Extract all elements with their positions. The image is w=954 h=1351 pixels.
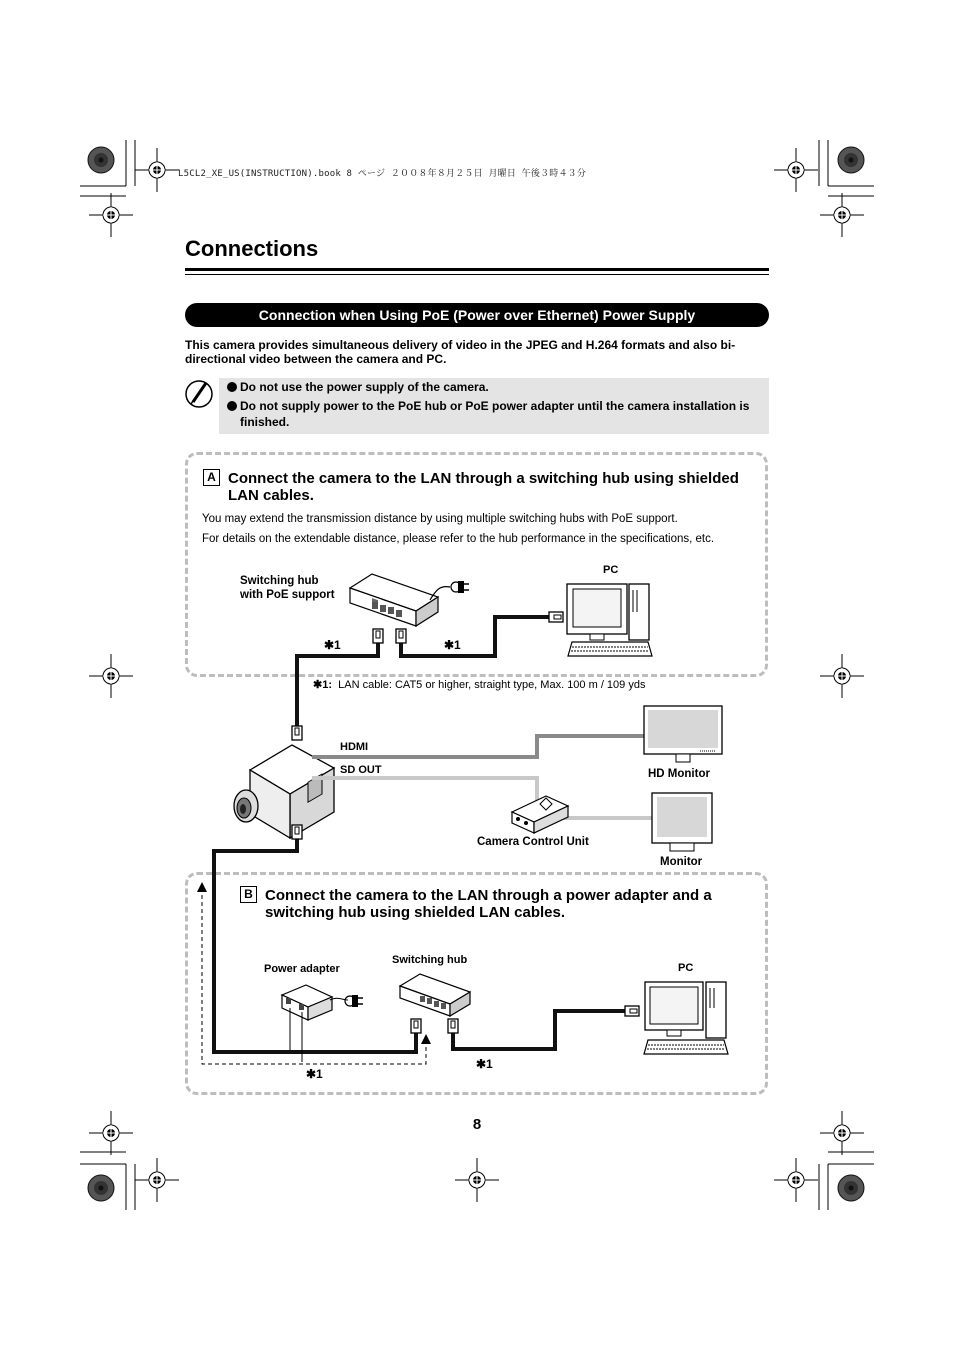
note-item [227, 379, 759, 395]
crosshair-mark-icon [135, 1158, 179, 1202]
note-text: Do not supply power to the PoE hub or PoE power adapter until the camera installation is finished. [240, 399, 750, 429]
title-rule-thin [185, 274, 769, 275]
pc-label: PC [603, 564, 619, 576]
hdmi-label: HDMI [340, 741, 369, 753]
page-title: Connections [185, 236, 319, 261]
cable-note-mark: ✱1 [306, 1067, 323, 1081]
pc-label: PC [678, 962, 694, 974]
crosshair-mark-icon [89, 1111, 133, 1155]
title-rule [185, 268, 769, 271]
step-b-badge: B [240, 886, 257, 903]
switching-hub-poe-label: Switching hub with PoE support [240, 575, 335, 601]
crosshair-mark-icon [135, 148, 179, 192]
monitor-label: Monitor [660, 856, 703, 868]
note-text: Do not use the power supply of the camera. [240, 380, 489, 394]
footnote-mark: ✱1: [313, 679, 332, 691]
crosshair-mark-icon [89, 193, 133, 237]
sunburst-mark-icon [838, 1175, 864, 1201]
footnote [313, 678, 645, 691]
section-banner: Connection when Using PoE (Power over Ethernet) Power Supply [185, 303, 769, 327]
crosshair-mark-icon [89, 654, 133, 698]
intro-text: This camera provides simultaneous delivery of video in the JPEG and H.264 formats and also bi-directional video between the camera and PC. [185, 338, 736, 366]
crosshair-mark-icon [774, 148, 818, 192]
footnote-text: LAN cable: CAT5 or higher, straight type, Max. 100 m / 109 yds [338, 679, 646, 691]
note-box [219, 378, 769, 434]
switching-hub-label: Switching hub [392, 954, 468, 966]
cable-note-mark: ✱1 [324, 638, 341, 652]
sunburst-mark-icon [88, 147, 114, 173]
power-adapter-label: Power adapter [264, 963, 340, 975]
sunburst-mark-icon [838, 147, 864, 173]
crosshair-mark-icon [820, 193, 864, 237]
bullet-icon [227, 382, 237, 392]
page-number: 8 [472, 1116, 482, 1133]
ccu-label: Camera Control Unit [477, 836, 589, 848]
print-header: L5CL2_XE_US(INSTRUCTION).book 8 ページ ２００８年８月２５日 月曜日 午後３時４３分 [178, 169, 587, 179]
step-a-paragraph: For details on the extendable distance, please refer to the hub performance in the specifications, etc. [202, 533, 715, 545]
crosshair-mark-icon [774, 1158, 818, 1202]
crosshair-mark-icon [455, 1158, 499, 1202]
sd-out-label: SD OUT [340, 764, 382, 776]
note-item [227, 398, 759, 430]
bullet-icon [227, 401, 237, 411]
cable-note-mark: ✱1 [476, 1057, 493, 1071]
sunburst-mark-icon [88, 1175, 114, 1201]
hd-monitor-label: HD Monitor [648, 768, 710, 780]
step-a-badge: A [203, 469, 220, 486]
cable-note-mark: ✱1 [444, 638, 461, 652]
crosshair-mark-icon [820, 654, 864, 698]
crosshair-mark-icon [820, 1111, 864, 1155]
step-b-title: Connect the camera to the LAN through a power adapter and a switching hub using shielded LAN cables. [265, 887, 712, 921]
step-a-title: Connect the camera to the LAN through a switching hub using shielded LAN cables. [228, 470, 739, 504]
step-a-paragraph: You may extend the transmission distance by using multiple switching hubs with PoE support. [202, 513, 678, 525]
